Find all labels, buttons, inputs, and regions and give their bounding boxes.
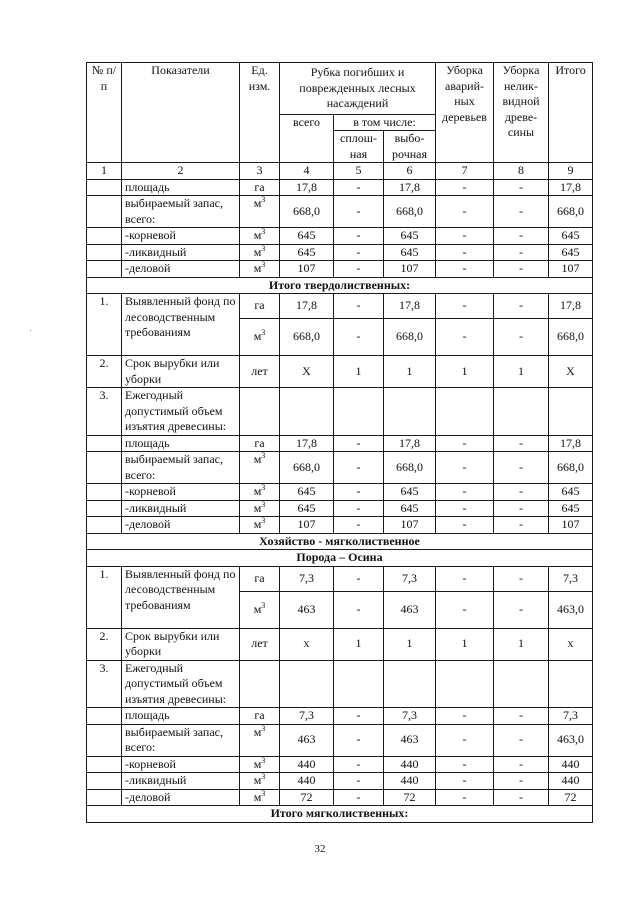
col-number-3: 3 bbox=[240, 163, 280, 180]
cell-col-9: 645 bbox=[549, 484, 593, 501]
cell-unit: $м^3$ bbox=[240, 500, 280, 517]
cell-col-5: 1 bbox=[334, 356, 384, 388]
cell-empty bbox=[334, 660, 384, 708]
cell-col-4: 17,8 bbox=[280, 294, 334, 319]
cell-col-5: - bbox=[334, 756, 384, 773]
cell-col-5: - bbox=[334, 484, 384, 501]
cell-col-7: - bbox=[436, 196, 494, 228]
cell-label: Выявленный фонд по лесоводственным требованиям bbox=[122, 566, 240, 628]
cell-col-5: - bbox=[334, 773, 384, 790]
cell-col-6: 668,0 bbox=[384, 196, 436, 228]
cell-unit: га bbox=[240, 435, 280, 452]
header-selective: выбо-рочная bbox=[384, 131, 436, 163]
cell-col-9: 645 bbox=[549, 500, 593, 517]
cell-no: 1. bbox=[87, 566, 122, 628]
cell-col-6: 107 bbox=[384, 261, 436, 278]
cell-unit: лет bbox=[240, 628, 280, 660]
cell-col-9: х bbox=[549, 628, 593, 660]
header-total-felling: всего bbox=[280, 114, 334, 163]
aspen-row-3 bbox=[87, 660, 593, 708]
cell-col-7: - bbox=[436, 244, 494, 261]
cell-no bbox=[87, 261, 122, 278]
table-row bbox=[87, 789, 593, 806]
cell-col-9: 668,0 bbox=[549, 452, 593, 484]
header-felling-group: Рубка погибших и поврежденных лесных насаждений bbox=[280, 63, 436, 115]
cell-col-5: - bbox=[334, 500, 384, 517]
cell-col-6: 668,0 bbox=[384, 319, 436, 356]
cell-label: выбираемый запас, всего: bbox=[122, 452, 240, 484]
cell-col-6: 668,0 bbox=[384, 452, 436, 484]
cell-label: -корневой bbox=[122, 756, 240, 773]
header-row bbox=[87, 63, 593, 115]
col-number-9: 9 bbox=[549, 163, 593, 180]
page-number: 32 bbox=[314, 843, 326, 855]
section-softwood-farm bbox=[87, 533, 593, 550]
section-species-aspen bbox=[87, 550, 593, 567]
cell-col-8: - bbox=[494, 319, 549, 356]
cell-col-7: - bbox=[436, 500, 494, 517]
cell-col-4: 668,0 bbox=[280, 319, 334, 356]
cell-col-8: - bbox=[494, 244, 549, 261]
cell-col-8: 1 bbox=[494, 628, 549, 660]
cell-col-5: - bbox=[334, 724, 384, 756]
cell-col-4: 645 bbox=[280, 228, 334, 245]
cell-col-7: - bbox=[436, 591, 494, 628]
cell-empty bbox=[384, 660, 436, 708]
cell-label: выбираемый запас, всего: bbox=[122, 724, 240, 756]
cell-unit: $м^3$ bbox=[240, 261, 280, 278]
section-species-aspen-text: Порода – Осина bbox=[87, 550, 593, 567]
cell-col-7: - bbox=[436, 319, 494, 356]
cell-empty bbox=[280, 388, 334, 436]
cell-unit: $м^3$ bbox=[240, 773, 280, 790]
cell-col-6: 463 bbox=[384, 591, 436, 628]
table-row bbox=[87, 179, 593, 196]
cell-label: площадь bbox=[122, 435, 240, 452]
cell-col-7: - bbox=[436, 452, 494, 484]
section-hardwood-total-text: Итого твердолиственных: bbox=[87, 277, 593, 294]
cell-no bbox=[87, 724, 122, 756]
cell-empty bbox=[240, 660, 280, 708]
forest-data-table bbox=[86, 62, 593, 823]
cell-col-5: - bbox=[334, 244, 384, 261]
cell-col-7: - bbox=[436, 724, 494, 756]
cell-col-9: 668,0 bbox=[549, 319, 593, 356]
cell-col-6: 72 bbox=[384, 789, 436, 806]
cell-col-8: 1 bbox=[494, 356, 549, 388]
cell-col-5: - bbox=[334, 196, 384, 228]
cell-col-8: - bbox=[494, 452, 549, 484]
cell-col-7: - bbox=[436, 435, 494, 452]
cell-col-9: 463,0 bbox=[549, 591, 593, 628]
cell-col-8: - bbox=[494, 789, 549, 806]
cell-col-9: 7,3 bbox=[549, 566, 593, 591]
cell-col-7: 1 bbox=[436, 356, 494, 388]
cell-label: Срок вырубки или уборки bbox=[122, 356, 240, 388]
cell-empty bbox=[549, 388, 593, 436]
cell-col-6: 7,3 bbox=[384, 566, 436, 591]
cell-no bbox=[87, 228, 122, 245]
cell-col-6: 7,3 bbox=[384, 708, 436, 725]
cell-col-6: 645 bbox=[384, 500, 436, 517]
cell-label: площадь bbox=[122, 179, 240, 196]
cell-unit: га bbox=[240, 566, 280, 591]
cell-col-6: 17,8 bbox=[384, 179, 436, 196]
cell-col-8: - bbox=[494, 517, 549, 534]
col-number-6: 6 bbox=[384, 163, 436, 180]
cell-label: Ежегодный допустимый объем изъятия древесины: bbox=[122, 660, 240, 708]
cell-no: 1. bbox=[87, 294, 122, 356]
cell-col-6: 1 bbox=[384, 628, 436, 660]
cell-col-7: - bbox=[436, 294, 494, 319]
cell-col-4: 645 bbox=[280, 244, 334, 261]
cell-col-4: 463 bbox=[280, 591, 334, 628]
header-illiquid: Уборка нелик-видной древе-сины bbox=[494, 63, 549, 163]
aspen-row-2 bbox=[87, 628, 593, 660]
cell-empty bbox=[436, 388, 494, 436]
cell-unit: $м^3$ bbox=[240, 196, 280, 228]
cell-col-6: 463 bbox=[384, 724, 436, 756]
cell-col-4: 107 bbox=[280, 517, 334, 534]
cell-no bbox=[87, 179, 122, 196]
cell-col-6: 1 bbox=[384, 356, 436, 388]
cell-label: выбираемый запас, всего: bbox=[122, 196, 240, 228]
cell-col-5: - bbox=[334, 228, 384, 245]
cell-col-8: - bbox=[494, 708, 549, 725]
cell-col-6: 645 bbox=[384, 484, 436, 501]
cell-col-8: - bbox=[494, 724, 549, 756]
cell-unit: $м^3$ bbox=[240, 789, 280, 806]
col-number-8: 8 bbox=[494, 163, 549, 180]
cell-col-9: 668,0 bbox=[549, 196, 593, 228]
cell-unit: $м^3$ bbox=[240, 724, 280, 756]
scan-speck bbox=[30, 330, 31, 331]
cell-label: -деловой bbox=[122, 789, 240, 806]
cell-col-7: - bbox=[436, 756, 494, 773]
cell-col-4: 7,3 bbox=[280, 708, 334, 725]
cell-unit: $м^3$ bbox=[240, 244, 280, 261]
cell-unit: $м^3$ bbox=[240, 452, 280, 484]
cell-col-9: 17,8 bbox=[549, 294, 593, 319]
cell-col-4: 463 bbox=[280, 724, 334, 756]
cell-col-4: 72 bbox=[280, 789, 334, 806]
cell-col-7: - bbox=[436, 228, 494, 245]
header-unit: Ед. изм. bbox=[240, 63, 280, 163]
cell-empty bbox=[436, 660, 494, 708]
cell-no: 3. bbox=[87, 388, 122, 436]
col-number-5: 5 bbox=[334, 163, 384, 180]
cell-no bbox=[87, 435, 122, 452]
cell-empty bbox=[240, 388, 280, 436]
cell-label: Выявленный фонд по лесоводственным требованиям bbox=[122, 294, 240, 356]
cell-no bbox=[87, 517, 122, 534]
hardwood-row-2 bbox=[87, 356, 593, 388]
col-number-1: 1 bbox=[87, 163, 122, 180]
cell-col-8: - bbox=[494, 756, 549, 773]
cell-unit: га bbox=[240, 708, 280, 725]
col-number-2: 2 bbox=[122, 163, 240, 180]
table-row bbox=[87, 484, 593, 501]
cell-unit: $м^3$ bbox=[240, 756, 280, 773]
cell-col-4: 17,8 bbox=[280, 435, 334, 452]
cell-col-9: 440 bbox=[549, 756, 593, 773]
cell-no bbox=[87, 500, 122, 517]
cell-col-6: 17,8 bbox=[384, 435, 436, 452]
cell-col-8: - bbox=[494, 228, 549, 245]
cell-col-6: 645 bbox=[384, 228, 436, 245]
cell-col-5: - bbox=[334, 517, 384, 534]
cell-col-5: - bbox=[334, 261, 384, 278]
cell-label: -корневой bbox=[122, 228, 240, 245]
cell-col-7: - bbox=[436, 773, 494, 790]
cell-col-9: 17,8 bbox=[549, 179, 593, 196]
cell-label: Ежегодный допустимый объем изъятия древесины: bbox=[122, 388, 240, 436]
cell-col-8: - bbox=[494, 294, 549, 319]
cell-col-9: 107 bbox=[549, 261, 593, 278]
table-row bbox=[87, 196, 593, 228]
cell-label: -ликвидный bbox=[122, 244, 240, 261]
cell-col-8: - bbox=[494, 500, 549, 517]
cell-unit: $м^3$ bbox=[240, 591, 280, 628]
cell-col-9: 645 bbox=[549, 228, 593, 245]
cell-col-4: 107 bbox=[280, 261, 334, 278]
cell-no: 2. bbox=[87, 356, 122, 388]
cell-unit: $м^3$ bbox=[240, 484, 280, 501]
cell-col-8: - bbox=[494, 591, 549, 628]
cell-col-4: 17,8 bbox=[280, 179, 334, 196]
section-softwood-total-text: Итого мягколиственных: bbox=[87, 806, 593, 823]
cell-col-6: 440 bbox=[384, 756, 436, 773]
cell-unit: $м^3$ bbox=[240, 319, 280, 356]
header-indicators: Показатели bbox=[122, 63, 240, 163]
cell-label: -деловой bbox=[122, 517, 240, 534]
cell-col-7: - bbox=[436, 708, 494, 725]
section-hardwood-total bbox=[87, 277, 593, 294]
cell-col-9: 17,8 bbox=[549, 435, 593, 452]
cell-label: площадь bbox=[122, 708, 240, 725]
cell-col-5: - bbox=[334, 591, 384, 628]
cell-no bbox=[87, 708, 122, 725]
cell-col-5: - bbox=[334, 452, 384, 484]
cell-label: -ликвидный bbox=[122, 500, 240, 517]
cell-empty bbox=[494, 388, 549, 436]
cell-label: -корневой bbox=[122, 484, 240, 501]
cell-col-9: 72 bbox=[549, 789, 593, 806]
cell-no: 2. bbox=[87, 628, 122, 660]
cell-col-9: 645 bbox=[549, 244, 593, 261]
cell-col-8: - bbox=[494, 773, 549, 790]
cell-col-7: - bbox=[436, 484, 494, 501]
cell-col-7: - bbox=[436, 517, 494, 534]
cell-col-5: - bbox=[334, 294, 384, 319]
col-number-7: 7 bbox=[436, 163, 494, 180]
cell-no bbox=[87, 452, 122, 484]
cell-col-6: 17,8 bbox=[384, 294, 436, 319]
table-row bbox=[87, 708, 593, 725]
cell-col-9: 7,3 bbox=[549, 708, 593, 725]
cell-col-9: 107 bbox=[549, 517, 593, 534]
cell-col-7: - bbox=[436, 566, 494, 591]
cell-col-4: 440 bbox=[280, 773, 334, 790]
cell-col-5: 1 bbox=[334, 628, 384, 660]
section-softwood-total bbox=[87, 806, 593, 823]
cell-col-5: - bbox=[334, 319, 384, 356]
cell-unit: га bbox=[240, 179, 280, 196]
cell-col-4: х bbox=[280, 628, 334, 660]
table-row bbox=[87, 756, 593, 773]
cell-empty bbox=[549, 660, 593, 708]
cell-col-5: - bbox=[334, 566, 384, 591]
section-softwood-farm-text: Хозяйство - мягколиственное bbox=[87, 533, 593, 550]
cell-col-5: - bbox=[334, 179, 384, 196]
cell-col-6: 645 bbox=[384, 244, 436, 261]
cell-no bbox=[87, 244, 122, 261]
cell-col-5: - bbox=[334, 708, 384, 725]
cell-unit: $м^3$ bbox=[240, 517, 280, 534]
table-row bbox=[87, 435, 593, 452]
cell-col-6: 107 bbox=[384, 517, 436, 534]
cell-no bbox=[87, 196, 122, 228]
cell-col-7: 1 bbox=[436, 628, 494, 660]
cell-col-7: - bbox=[436, 789, 494, 806]
hardwood-row-3 bbox=[87, 388, 593, 436]
table-row bbox=[87, 500, 593, 517]
cell-col-4: Х bbox=[280, 356, 334, 388]
cell-label: -деловой bbox=[122, 261, 240, 278]
header-including: в том числе: bbox=[334, 114, 436, 131]
aspen-row-1 bbox=[87, 566, 593, 591]
table-row bbox=[87, 261, 593, 278]
cell-col-9: Х bbox=[549, 356, 593, 388]
cell-col-9: 463,0 bbox=[549, 724, 593, 756]
col-number-4: 4 bbox=[280, 163, 334, 180]
table-row bbox=[87, 244, 593, 261]
cell-col-4: 668,0 bbox=[280, 452, 334, 484]
cell-col-8: - bbox=[494, 261, 549, 278]
header-emergency: Уборка аварий-ных деревьев bbox=[436, 63, 494, 163]
cell-label: -ликвидный bbox=[122, 773, 240, 790]
cell-empty bbox=[334, 388, 384, 436]
cell-col-8: - bbox=[494, 484, 549, 501]
cell-col-8: - bbox=[494, 179, 549, 196]
cell-col-8: - bbox=[494, 196, 549, 228]
cell-no bbox=[87, 756, 122, 773]
cell-col-4: 668,0 bbox=[280, 196, 334, 228]
cell-col-4: 7,3 bbox=[280, 566, 334, 591]
cell-no bbox=[87, 773, 122, 790]
header-clear-cut: сплош-ная bbox=[334, 131, 384, 163]
cell-col-5: - bbox=[334, 435, 384, 452]
column-number-row bbox=[87, 163, 593, 180]
table-row bbox=[87, 517, 593, 534]
cell-col-5: - bbox=[334, 789, 384, 806]
cell-no bbox=[87, 789, 122, 806]
cell-col-7: - bbox=[436, 179, 494, 196]
table-row bbox=[87, 724, 593, 756]
hardwood-row-1 bbox=[87, 294, 593, 319]
cell-empty bbox=[494, 660, 549, 708]
cell-col-9: 440 bbox=[549, 773, 593, 790]
header-no: № п/п bbox=[87, 63, 122, 163]
cell-col-4: 645 bbox=[280, 500, 334, 517]
cell-col-8: - bbox=[494, 566, 549, 591]
cell-no bbox=[87, 484, 122, 501]
cell-col-6: 440 bbox=[384, 773, 436, 790]
cell-col-4: 440 bbox=[280, 756, 334, 773]
table-row bbox=[87, 773, 593, 790]
cell-col-7: - bbox=[436, 261, 494, 278]
cell-unit: $м^3$ bbox=[240, 228, 280, 245]
cell-unit: га bbox=[240, 294, 280, 319]
cell-unit: лет bbox=[240, 356, 280, 388]
table-row bbox=[87, 228, 593, 245]
table-row bbox=[87, 452, 593, 484]
header-total: Итого bbox=[549, 63, 593, 163]
cell-col-4: 645 bbox=[280, 484, 334, 501]
cell-empty bbox=[280, 660, 334, 708]
cell-no: 3. bbox=[87, 660, 122, 708]
cell-empty bbox=[384, 388, 436, 436]
cell-label: Срок вырубки или уборки bbox=[122, 628, 240, 660]
cell-col-8: - bbox=[494, 435, 549, 452]
